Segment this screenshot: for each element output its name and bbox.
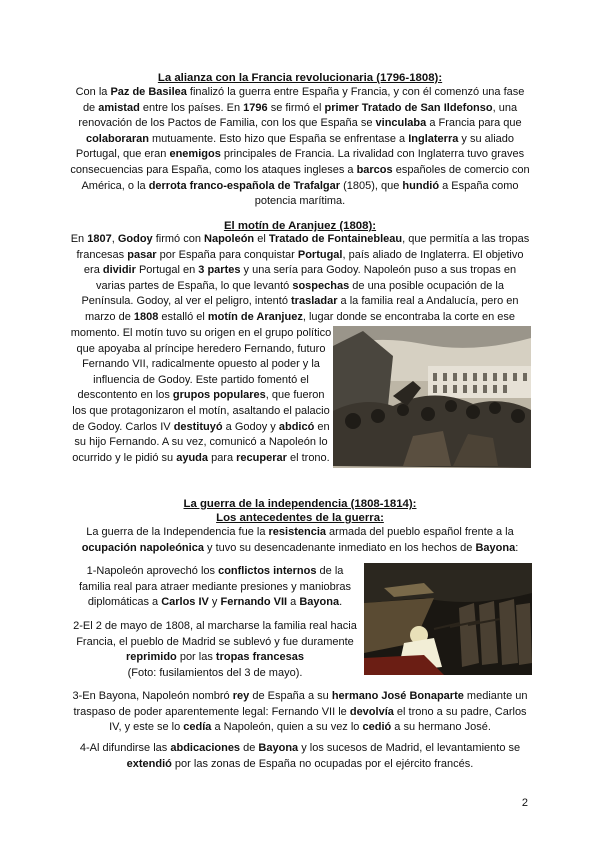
painting-motin-aranjuez [333, 326, 531, 468]
list-item-1: 1-Napoleón aprovechó los conflictos internos de la familia real para atraer mediante presiones y maniobras diplomáticas a Carlos IV y Fernando VII a Bayona. [78, 565, 352, 609]
paragraph-alianza: Con la Paz de Basilea finalizó la guerra entre España y Francia, y con él comenzó una fase de amistad entre los países. En 1796 se firmó el primer Tratado de San Ildefonso, una renovación de los Pactos de Familia, con los que España se vinculaba a Francia para que colaboraran mutuamente. Esto hizo que España se enfrentase a Inglaterra y su aliado Portugal, que eran enemigos principales de Francia. La rivalidad con Inglaterra tuvo graves consecuencias para España, como los ataques ingleses a barcos españoles de comercio con América, o la derrota franco-española de Trafalgar (1805), que hundió a España como potencia marítima. [70, 86, 530, 208]
paragraph-motin-side: momento. El motín tuvo su origen en el grupo político que apoyaba al príncipe heredero Fernando, futuro Fernando VII, radicalmente opuesto al poder y la influencia de Godoy. Este partido fomentó el descontento en los grupos populares, que fueron los que protagonizaron el motín, asaltando el palacio de Godoy. Carlos IV destituyó a Godoy y abdicó en su hijo Fernando. A su vez, comunicó a Napoleón lo ocurrido y le pidió su ayuda para recuperar el trono. [70, 327, 332, 464]
list-item-4: 4-Al difundirse las abdicaciones de Bayona y los sucesos de Madrid, el levantamiento se extendió por las zonas de España no ocupadas por el ejército francés. [79, 742, 521, 770]
list-item-3: 3-En Bayona, Napoleón nombró rey de España a su hermano José Bonaparte mediante un traspaso de poder aparentemente legal: Fernando VII le devolvía el trono a su padre, Carlos IV, y este se lo cedía a Napoleón, quien a su vez lo cedió a su hermano José. [72, 690, 528, 734]
section-heading-guerra: La guerra de la independencia (1808-1814): [183, 498, 417, 510]
page-number: 2 [521, 797, 528, 809]
section-heading-alianza: La alianza con la Francia revolucionaria (1796-1808): [157, 72, 443, 84]
list-item-2: 2-El 2 de mayo de 1808, al marcharse la familia real hacia Francia, el pueblo de Madrid se sublevó y fue duramente reprimido por las tropas francesas (Foto: fusilamientos del 3 de mayo). [73, 620, 357, 679]
paragraph-guerra-intro: La guerra de la Independencia fue la resistencia armada del pueblo español frente a la ocupación napoleónica y tuvo su desencadenante inmediato en los hechos de Bayona: [81, 526, 519, 554]
painting-fusilamientos [364, 563, 532, 675]
paragraph-motin-top: En 1807, Godoy firmó con Napoleón el Tratado de Fontainebleau, que permitía a las tropas francesas pasar por España para conquistar Portugal, país aliado de Inglaterra. El objetivo era dividir Portugal en 3 partes y una sería para Godoy. Napoleón puso a sus tropas en varias partes de España, lo que levantó sospechas de una posible ocupación de la Península. Godoy, al ver el peligro, intentó trasladar a la familia real a Andalucía, pero en marzo de 1808 estalló el motín de Aranjuez, lugar donde se encontraba la corte en ese [70, 233, 530, 323]
section-heading-motin: El motín de Aranjuez (1808): [223, 220, 377, 232]
section-subheading-antecedentes: Los antecedentes de la guerra: [216, 512, 384, 524]
